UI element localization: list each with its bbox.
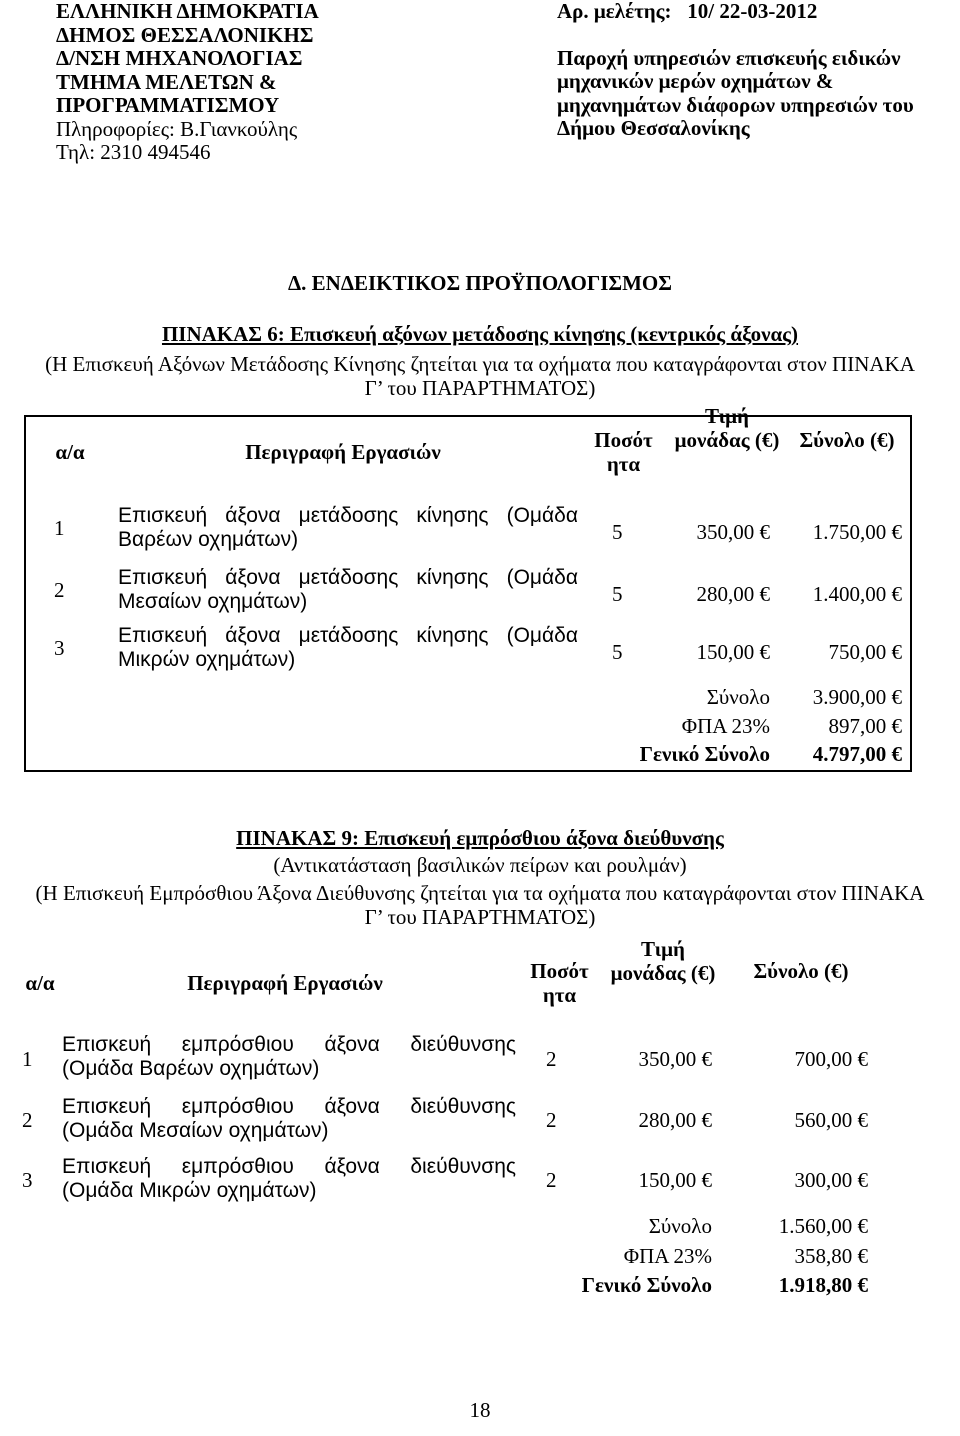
header-right	[557, 0, 914, 141]
header-line: ΠΡΟΓΡΑΜΜΑΤΙΣΜΟΥ	[56, 93, 280, 117]
table6-note: (Η Επισκευή Αξόνων Μετάδοσης Κίνησης ζητείται για τα οχήματα που καταγράφονται στον ΠΙΝΑΚΑ Γ’ του ΠΑΡΑΡΤΗΜΑΤΟΣ)	[45, 352, 915, 400]
row-quantity: 2	[546, 1047, 557, 1071]
summary-label: Σύνολο	[648, 1214, 712, 1238]
summary-label: Γενικό Σύνολο	[639, 742, 770, 766]
row-unit-price: 280,00 €	[638, 1108, 712, 1132]
row-unit-price: 150,00 €	[638, 1168, 712, 1192]
header-line: ΤΜΗΜΑ ΜΕΛΕΤΩΝ &	[56, 69, 277, 94]
row-number: 3	[54, 636, 65, 660]
project-line: μηχανημάτων διάφορων υπηρεσιών του	[557, 92, 914, 117]
row-description: Επισκευή άξονα μετάδοσης κίνησης (Ομάδα Μεσαίων οχημάτων)	[118, 566, 578, 613]
summary-value: 897,00 €	[828, 714, 902, 738]
row-total: 300,00 €	[794, 1168, 868, 1192]
col-aa: α/α	[25, 971, 55, 995]
col-unit: Τιμή μονάδας (€)	[674, 404, 780, 452]
summary-label: Σύνολο	[706, 685, 770, 709]
row-quantity: 2	[546, 1168, 557, 1192]
row-description: Επισκευή άξονα μετάδοσης κίνησης (Ομάδα Μικρών οχημάτων)	[118, 624, 578, 671]
summary-label: ΦΠΑ 23%	[681, 714, 770, 738]
table9-subtitle: (Αντικατάσταση βασιλικών πείρων και ρουλμάν)	[273, 853, 687, 877]
row-total: 700,00 €	[794, 1047, 868, 1071]
summary-value: 1.560,00 €	[778, 1214, 868, 1238]
header-left	[56, 0, 319, 165]
page-number: 18	[469, 1398, 491, 1422]
row-quantity: 2	[546, 1108, 557, 1132]
row-description: Επισκευή άξονα μετάδοσης κίνησης (Ομάδα Βαρέων οχημάτων)	[118, 504, 578, 551]
study-reference: Αρ. μελέτης: 10/ 22-03-2012	[557, 0, 818, 23]
table9-note: (Η Επισκευή Εμπρόσθιου Άξονα Διεύθυνσης ζητείται για τα οχήματα που καταγράφονται στον ΠΙΝΑΚΑ Γ’ του ΠΑΡΑΡΤΗΜΑΤΟΣ)	[35, 881, 925, 929]
summary-label: ΦΠΑ 23%	[623, 1244, 712, 1268]
row-total: 560,00 €	[794, 1108, 868, 1132]
row-number: 1	[22, 1047, 33, 1071]
section-title: Δ. ΕΝΔΕΙΚΤΙΚΟΣ ΠΡΟΫΠΟΛΟΓΙΣΜΟΣ	[287, 271, 672, 295]
row-number: 2	[54, 578, 65, 602]
project-line: μηχανικών μερών οχημάτων &	[557, 69, 834, 93]
row-total: 1.400,00 €	[812, 582, 902, 606]
header-line: ΕΛΛΗΝΙΚΗ ΔΗΜΟΚΡΑΤΙΑ	[56, 0, 319, 23]
row-quantity: 5	[612, 640, 623, 664]
row-unit-price: 150,00 €	[696, 640, 770, 664]
row-unit-price: 350,00 €	[696, 520, 770, 544]
table6-title: ΠΙΝΑΚΑΣ 6: Επισκευή αξόνων μετάδοσης κίνησης (κεντρικός άξονας)	[161, 322, 799, 346]
contact-phone: Τηλ: 2310 494546	[56, 140, 211, 164]
col-unit: Τιμή μονάδας (€)	[610, 937, 716, 985]
col-total: Σύνολο (€)	[753, 959, 849, 983]
row-description: Επισκευή εμπρόσθιου άξονα διεύθυνσης (Ομάδα Βαρέων οχημάτων)	[62, 1033, 516, 1080]
project-line: Παροχή υπηρεσιών επισκευής ειδικών	[557, 45, 901, 70]
table9-title: ΠΙΝΑΚΑΣ 9: Επισκευή εμπρόσθιου άξονα διεύθυνσης	[236, 826, 724, 850]
summary-value: 1.918,80 €	[778, 1273, 868, 1297]
row-unit-price: 280,00 €	[696, 582, 770, 606]
summary-value: 3.900,00 €	[812, 685, 902, 709]
contact-info: Πληροφορίες: Β.Γιανκούλης	[56, 116, 298, 141]
row-unit-price: 350,00 €	[638, 1047, 712, 1071]
row-description: Επισκευή εμπρόσθιου άξονα διεύθυνσης (Ομάδα Μεσαίων οχημάτων)	[62, 1095, 516, 1142]
row-description: Επισκευή εμπρόσθιου άξονα διεύθυνσης (Ομάδα Μικρών οχημάτων)	[62, 1155, 516, 1202]
col-qty: Ποσότ ητα	[594, 428, 653, 476]
col-qty: Ποσότ ητα	[530, 959, 589, 1007]
summary-label: Γενικό Σύνολο	[581, 1273, 712, 1297]
header-line: Δ/ΝΣΗ ΜΗΧΑΝΟΛΟΓΙΑΣ	[56, 46, 303, 70]
col-desc: Περιγραφή Εργασιών	[187, 971, 383, 995]
row-number: 2	[22, 1108, 33, 1132]
row-total: 750,00 €	[828, 640, 902, 664]
header-line: ΔΗΜΟΣ ΘΕΣΣΑΛΟΝΙΚΗΣ	[56, 22, 314, 47]
project-line: Δήμου Θεσσαλονίκης	[557, 116, 750, 140]
summary-value: 358,80 €	[794, 1244, 868, 1268]
row-number: 1	[54, 516, 65, 540]
col-aa: α/α	[55, 440, 85, 464]
row-total: 1.750,00 €	[812, 520, 902, 544]
row-quantity: 5	[612, 582, 623, 606]
col-desc: Περιγραφή Εργασιών	[245, 440, 441, 464]
col-total: Σύνολο (€)	[799, 428, 895, 452]
summary-value: 4.797,00 €	[812, 742, 902, 766]
row-number: 3	[22, 1168, 33, 1192]
row-quantity: 5	[612, 520, 623, 544]
